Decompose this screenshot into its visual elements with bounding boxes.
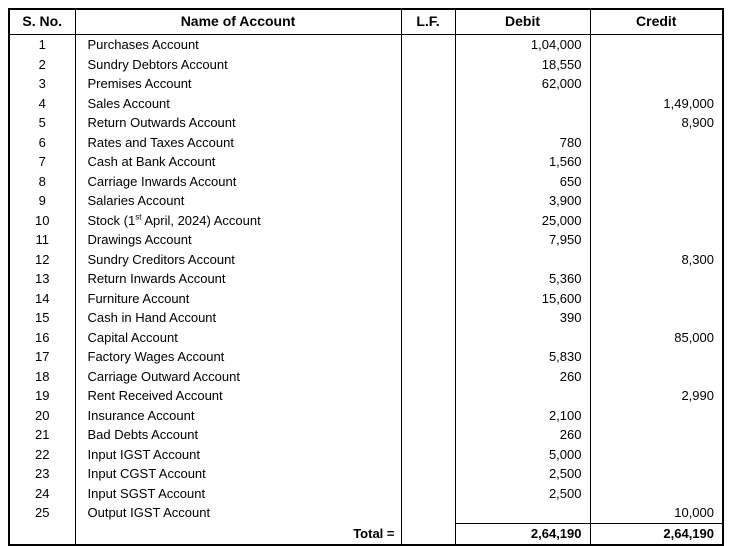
debit-cell: 2,500 (455, 464, 590, 484)
lf-cell (401, 328, 455, 348)
account-name-cell: Cash at Bank Account (75, 152, 401, 172)
account-name-cell: Input CGST Account (75, 464, 401, 484)
total-label: Total = (75, 523, 401, 545)
credit-cell: 8,900 (590, 113, 723, 133)
credit-cell (590, 347, 723, 367)
total-credit-cell: 2,64,190 (590, 523, 723, 545)
credit-cell: 2,990 (590, 386, 723, 406)
credit-cell (590, 445, 723, 465)
account-name-cell: Factory Wages Account (75, 347, 401, 367)
sno-cell: 5 (38, 115, 46, 130)
debit-cell: 15,600 (455, 289, 590, 309)
account-name-cell: Stock (1st April, 2024) Account (75, 211, 401, 231)
credit-cell (590, 367, 723, 387)
table-row (9, 269, 723, 289)
table-row (9, 35, 723, 55)
debit-cell (455, 328, 590, 348)
debit-cell: 5,360 (455, 269, 590, 289)
credit-cell: 8,300 (590, 250, 723, 270)
debit-cell: 260 (455, 367, 590, 387)
table-row (9, 347, 723, 367)
header-lf: L.F. (401, 9, 455, 35)
credit-cell (590, 55, 723, 75)
debit-cell: 7,950 (455, 230, 590, 250)
account-name-cell: Return Outwards Account (75, 113, 401, 133)
account-name-cell: Sundry Debtors Account (75, 55, 401, 75)
table-row (9, 425, 723, 445)
table-header-row (9, 9, 723, 35)
table-row (9, 211, 723, 231)
table-row (9, 464, 723, 484)
lf-cell (401, 133, 455, 153)
lf-cell (401, 386, 455, 406)
debit-cell (455, 250, 590, 270)
lf-cell (401, 113, 455, 133)
debit-cell: 390 (455, 308, 590, 328)
debit-cell: 2,100 (455, 406, 590, 426)
sno-cell: 21 (35, 427, 50, 442)
table-row (9, 94, 723, 114)
credit-cell (590, 308, 723, 328)
sno-cell: 20 (35, 407, 50, 423)
account-name-cell: Input SGST Account (75, 484, 401, 504)
table-row (9, 152, 723, 172)
debit-cell: 5,000 (455, 445, 590, 465)
debit-cell: 3,900 (455, 191, 590, 211)
table-row (9, 289, 723, 309)
account-name-cell: Insurance Account (75, 406, 401, 426)
lf-cell (401, 152, 455, 172)
lf-cell (401, 172, 455, 192)
debit-cell: 1,560 (455, 152, 590, 172)
sno-cell: 12 (35, 251, 50, 267)
account-name-cell: Premises Account (75, 74, 401, 94)
credit-cell: 1,49,000 (590, 94, 723, 114)
lf-cell (401, 250, 455, 270)
sno-cell: 2 (38, 56, 46, 72)
credit-cell (590, 172, 723, 192)
lf-cell (401, 230, 455, 250)
table-row (9, 113, 723, 133)
table-row (9, 386, 723, 406)
debit-cell (455, 113, 590, 133)
trial-balance-table (8, 8, 724, 546)
sno-cell: 13 (35, 271, 50, 286)
account-name-cell: Return Inwards Account (75, 269, 401, 289)
lf-cell (401, 406, 455, 426)
credit-cell: 85,000 (590, 328, 723, 348)
sno-cell: 18 (35, 368, 50, 384)
table-row (9, 503, 723, 523)
total-lf-cell (401, 523, 455, 545)
account-name-cell: Rent Received Account (75, 386, 401, 406)
debit-cell: 2,500 (455, 484, 590, 504)
header-credit: Credit (590, 9, 723, 35)
debit-cell: 1,04,000 (455, 35, 590, 55)
trial-balance-table-container (8, 8, 724, 546)
credit-cell (590, 74, 723, 94)
account-name-cell: Furniture Account (75, 289, 401, 309)
credit-cell (590, 406, 723, 426)
lf-cell (401, 289, 455, 309)
sno-cell: 14 (35, 290, 50, 306)
sno-cell: 10 (35, 212, 50, 228)
lf-cell (401, 308, 455, 328)
debit-cell: 25,000 (455, 211, 590, 231)
credit-cell (590, 230, 723, 250)
debit-cell: 62,000 (455, 74, 590, 94)
credit-cell (590, 464, 723, 484)
account-name-cell: Drawings Account (75, 230, 401, 250)
sno-cell: 22 (35, 446, 50, 462)
table-row (9, 172, 723, 192)
debit-cell (455, 386, 590, 406)
table-row (9, 328, 723, 348)
debit-cell (455, 503, 590, 523)
debit-cell: 650 (455, 172, 590, 192)
account-name-cell: Cash in Hand Account (75, 308, 401, 328)
credit-cell (590, 269, 723, 289)
account-name-cell: Capital Account (75, 328, 401, 348)
account-name-cell: Carriage Outward Account (75, 367, 401, 387)
credit-cell (590, 152, 723, 172)
account-name-cell: Bad Debts Account (75, 425, 401, 445)
table-row (9, 406, 723, 426)
lf-cell (401, 55, 455, 75)
credit-cell (590, 425, 723, 445)
sno-cell: 23 (35, 466, 50, 481)
credit-cell (590, 484, 723, 504)
table-row (9, 133, 723, 153)
table-row (9, 367, 723, 387)
account-name-cell: Input IGST Account (75, 445, 401, 465)
sno-cell: 16 (35, 329, 50, 345)
lf-cell (401, 425, 455, 445)
lf-cell (401, 211, 455, 231)
debit-cell: 260 (455, 425, 590, 445)
credit-cell (590, 211, 723, 231)
lf-cell (401, 191, 455, 211)
sno-cell: 3 (38, 76, 46, 91)
sno-cell: 9 (38, 193, 46, 208)
total-debit-cell: 2,64,190 (455, 523, 590, 545)
account-name-cell: Sundry Creditors Account (75, 250, 401, 270)
table-row (9, 55, 723, 75)
sno-cell: 7 (38, 154, 46, 169)
sno-cell: 8 (38, 173, 46, 189)
lf-cell (401, 269, 455, 289)
debit-cell (455, 94, 590, 114)
lf-cell (401, 484, 455, 504)
table-row (9, 74, 723, 94)
debit-cell: 5,830 (455, 347, 590, 367)
lf-cell (401, 74, 455, 94)
sno-cell: 24 (35, 485, 50, 501)
credit-cell: 10,000 (590, 503, 723, 523)
sno-cell: 1 (38, 37, 46, 52)
lf-cell (401, 445, 455, 465)
sno-cell: 11 (35, 232, 49, 247)
lf-cell (401, 347, 455, 367)
table-row (9, 230, 723, 250)
account-name-cell: Rates and Taxes Account (75, 133, 401, 153)
header-debit: Debit (455, 9, 590, 35)
table-row (9, 484, 723, 504)
lf-cell (401, 503, 455, 523)
account-name-cell: Carriage Inwards Account (75, 172, 401, 192)
table-row (9, 250, 723, 270)
lf-cell (401, 94, 455, 114)
credit-cell (590, 35, 723, 55)
account-name-cell: Salaries Account (75, 191, 401, 211)
credit-cell (590, 191, 723, 211)
sno-cell: 19 (35, 388, 50, 403)
lf-cell (401, 367, 455, 387)
sno-cell: 6 (38, 134, 46, 150)
table-row (9, 308, 723, 328)
sno-cell: 17 (35, 349, 50, 364)
header-name: Name of Account (75, 9, 401, 35)
account-name-cell: Sales Account (75, 94, 401, 114)
sno-cell: 25 (35, 505, 50, 521)
table-row (9, 445, 723, 465)
account-name-cell: Output IGST Account (75, 503, 401, 523)
total-row (9, 523, 723, 545)
debit-cell: 780 (455, 133, 590, 153)
sno-cell: 4 (38, 95, 46, 111)
account-name-cell: Purchases Account (75, 35, 401, 55)
debit-cell: 18,550 (455, 55, 590, 75)
credit-cell (590, 289, 723, 309)
lf-cell (401, 464, 455, 484)
table-row (9, 191, 723, 211)
total-sno-cell (9, 523, 75, 545)
header-sno: S. No. (9, 9, 75, 35)
sno-cell: 15 (35, 310, 50, 325)
lf-cell (401, 35, 455, 55)
credit-cell (590, 133, 723, 153)
